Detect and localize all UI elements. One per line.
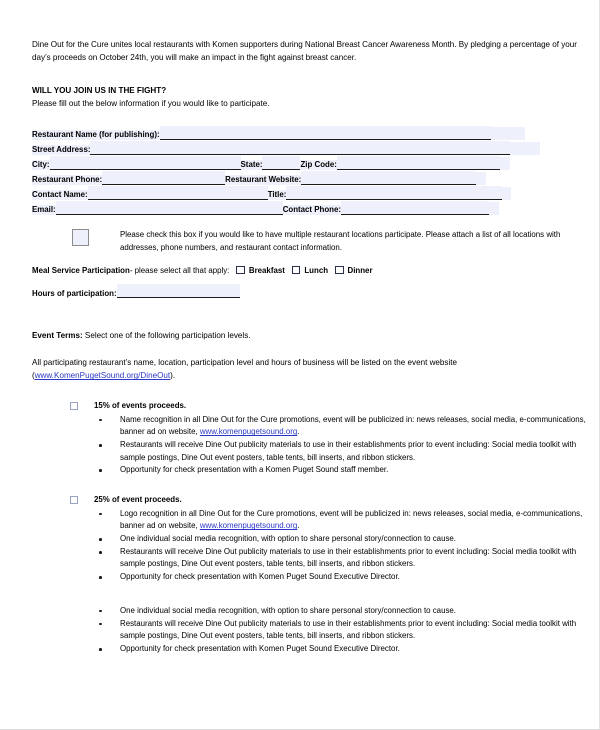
list-item	[96, 508, 590, 533]
level-25-head	[70, 495, 579, 504]
spacer	[32, 342, 579, 356]
bullet-text: Logo recognition in all Dine Out for the Cure promotions, event will be publicized in: news releases, social media, e-communications, banner ad on website,	[120, 508, 583, 531]
komen-site-link[interactable]: www.komenpugetsound.org	[199, 427, 298, 437]
trailing-bullets	[70, 605, 579, 656]
contact-phone-label: Contact Phone:	[282, 204, 341, 214]
breakfast-checkbox[interactable]	[236, 266, 245, 275]
breakfast-label: Breakfast	[248, 265, 285, 275]
list-item	[96, 414, 590, 439]
event-terms-instruction: Select one of the following participation levels.	[82, 330, 251, 340]
restaurant-website-label: Restaurant Website:	[225, 174, 302, 184]
event-website-text: All participating restaurant’s name, location, participation level and hours of business will be listed on the event website	[32, 358, 458, 367]
bullet-text: Opportunity for check presentation with Komen Puget Sound Executive Director.	[120, 572, 400, 582]
level-25-checkbox[interactable]	[70, 496, 78, 504]
bullet-text: Name recognition in all Dine Out for the Cure promotions, event will be publicized in: news releases, social media, e-communications, banner ad on website,	[120, 414, 586, 437]
restaurant-name-input[interactable]	[166, 126, 491, 140]
participation-level-25	[32, 494, 583, 584]
restaurant-phone-label: Restaurant Phone:	[32, 174, 103, 184]
multi-location-row	[32, 228, 579, 254]
bullet-text: One individual social media recognition, with option to share personal story/connection to cause.	[120, 605, 456, 615]
intro-paragraph: Dine Out for the Cure unites local restaurants with Komen supporters during National Breast Cancer Awareness Month. By pledging a percentage of your day’s proceeds on October 24th, you will make an impact in the fight against breast cancer.	[32, 40, 577, 63]
list-item	[96, 546, 590, 571]
bullet-text: One individual social media recognition, with option to share personal story/connection to cause.	[120, 534, 456, 544]
contact-phone-input[interactable]	[341, 201, 489, 215]
contact-name-label: Contact Name:	[32, 189, 88, 199]
bullet-text: Opportunity for check presentation with Komen Puget Sound Executive Director.	[120, 644, 400, 653]
level-25-label: 25% of event proceeds.	[94, 494, 182, 504]
level-15-label: 15% of events proceeds.	[94, 400, 187, 410]
field-bg-pad	[502, 187, 511, 200]
trailing-bullet-group	[32, 605, 579, 656]
city-input[interactable]	[50, 156, 241, 170]
list-item	[96, 464, 590, 476]
join-subheading: Please fill out the below information if you would like to participate.	[32, 99, 270, 108]
hours-label: Hours of participation:	[32, 288, 117, 298]
bullet-text: Restaurants will receive Dine Out publicity materials to use in their establishments prior to event including: Social media toolkit with sample postings, Dine Out event posters, table tents, bill inserts, and ribbon stickers.	[120, 618, 577, 641]
lunch-checkbox[interactable]	[292, 266, 301, 275]
form-row-city-state-zip	[32, 155, 579, 170]
list-item	[96, 618, 590, 643]
form-row-restaurant-name	[32, 125, 579, 140]
spacer	[32, 64, 579, 85]
form-row-contact-title	[32, 185, 579, 200]
list-item	[96, 533, 590, 545]
join-heading: WILL YOU JOIN US IN THE FIGHT?	[32, 86, 167, 96]
list-item	[96, 439, 590, 464]
event-terms-block	[32, 329, 579, 383]
restaurant-phone-input[interactable]	[102, 171, 225, 185]
list-item	[96, 643, 590, 655]
title-input[interactable]	[286, 186, 502, 200]
komen-site-link[interactable]: www.komenpugetsound.org	[199, 521, 298, 531]
event-website-line	[32, 356, 579, 383]
multi-location-text: Please check this box if you would like to have multiple restaurant locations participate. Please attach a list of all locations with addresses, phone numbers, and restaurant contact information.	[120, 229, 561, 252]
level-15-bullets	[70, 414, 586, 477]
email-input[interactable]	[56, 201, 283, 215]
restaurant-name-label: Restaurant Name (for publishing):	[32, 129, 160, 139]
form-row-phone-website	[32, 170, 579, 185]
city-label: City:	[32, 159, 50, 169]
contact-name-input[interactable]	[88, 186, 268, 200]
hours-of-participation-row	[32, 283, 579, 298]
field-bg-pad	[489, 202, 499, 215]
field-bg-pad	[491, 127, 525, 140]
zip-input[interactable]	[337, 156, 500, 170]
meal-service-label-bold: Meal Service Participation	[32, 265, 130, 275]
hours-input[interactable]	[121, 284, 240, 298]
form-row-email-contact-phone	[32, 200, 579, 215]
bullet-text: Restaurants will receive Dine Out publicity materials to use in their establishments prior to event including: Social media toolkit with sample postings, Dine Out event posters, table tents, bill inserts, and ribbon stickers.	[120, 440, 577, 462]
email-label: Email:	[32, 204, 56, 214]
bullet-text: Restaurants will receive Dine Out publicity materials to use in their establishments prior to event including: Social media toolkit with sample postings, Dine Out event posters, table tents, bill inserts, and ribbon stickers.	[120, 547, 577, 569]
street-address-label: Street Address:	[32, 144, 91, 154]
state-label: State:	[240, 159, 263, 169]
bullet-text-tail: .	[297, 427, 300, 437]
level-15-head	[70, 401, 579, 410]
restaurant-website-input[interactable]	[307, 171, 476, 185]
state-input[interactable]	[262, 156, 300, 170]
event-terms-label: Event Terms:	[32, 330, 83, 340]
title-label: Title:	[267, 189, 287, 199]
field-bg-pad	[476, 172, 486, 185]
meal-service-label-plain: - please select all that apply:	[129, 265, 230, 275]
form-row-street-address	[32, 140, 579, 155]
level-15-checkbox[interactable]	[70, 402, 78, 410]
street-address-input[interactable]	[90, 141, 510, 155]
zip-label: Zip Code:	[300, 159, 337, 169]
participation-level-15	[32, 400, 586, 477]
event-terms-heading	[32, 329, 579, 342]
paren-open: (	[32, 371, 35, 381]
restaurant-info-form	[32, 125, 579, 215]
meal-service-row	[32, 266, 579, 275]
list-item	[96, 605, 590, 617]
dinner-label: Dinner	[347, 265, 373, 275]
komen-dineout-link[interactable]: www.KomenPugetSound.org/DineOut	[34, 371, 171, 381]
bullet-text-tail: .	[297, 521, 300, 531]
level-25-bullets	[70, 508, 583, 584]
field-bg-pad	[510, 142, 540, 155]
dinner-checkbox[interactable]	[335, 266, 344, 275]
bullet-text: Opportunity for check presentation with a Komen Puget Sound staff member.	[120, 465, 389, 475]
paren-close: ).	[170, 371, 176, 381]
lunch-label: Lunch	[304, 265, 329, 275]
list-item	[96, 571, 590, 583]
multi-location-checkbox[interactable]	[72, 229, 89, 246]
field-bg-pad	[500, 157, 510, 170]
